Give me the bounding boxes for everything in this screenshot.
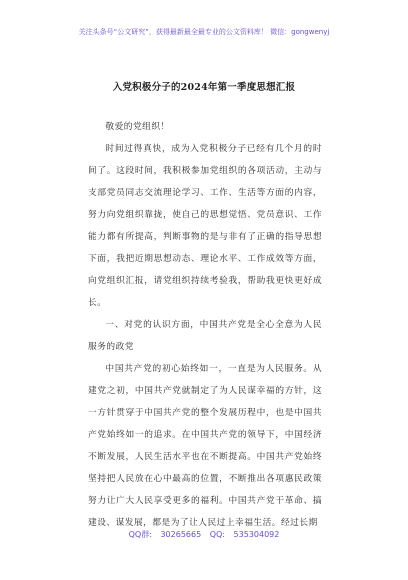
greeting: 敬爱的党组织！ [105, 122, 170, 132]
contact-footer: QQ群: 30265665 QQ: 535304092 [128, 530, 280, 539]
intro-paragraph: 时间过得真快，成为入党积极分子已经有几个月的时间了。这段时间，我积极参加党组织的各项活动，主动与支部党员同志交流理论学习、工作、生活等方面的内容，努力向党组织靠拢，使自己的思想觉悟、党员意识、工作能力都有所提高，判断事物的是与非有了正确的指导思想下面，我把近期思想动态、理论水平、工作成效等方面，向党组织汇报，请党组织持续考验我，帮助我更快更好成长。 [88, 144, 322, 308]
section-paragraph: 中国共产党的初心始终如一，一直是为人民服务。从建党之初，中国共产党就制定了为人民谋幸福的方针，这一方针贯穿于中国共产党的整个发展历程中，也是中国共产党始终如一的追求。在中国共产党的领导下，中国经济不断发展，人民生活水平也在不断提高。中国共产党始终坚持把人民放在心中最高的位置，不断推出各项惠民政策努力让广大人民享受更多的福利。中国共产党干革命、搞建设、谋发展，都是为了让人民过上幸福生活。经过长期 [88, 364, 322, 528]
section-heading: 一、对党的认识方面，中国共产党是全心全意为人民服务的政党 [88, 320, 322, 352]
document-body [88, 116, 322, 534]
promo-header: 关注头条号“公文研究”，获得最新最全最专业的公文资料库！ 微信：gongwenyj [78, 28, 330, 36]
document-title: 入党积极分子的2024年第一季度思想汇报 [112, 82, 296, 93]
